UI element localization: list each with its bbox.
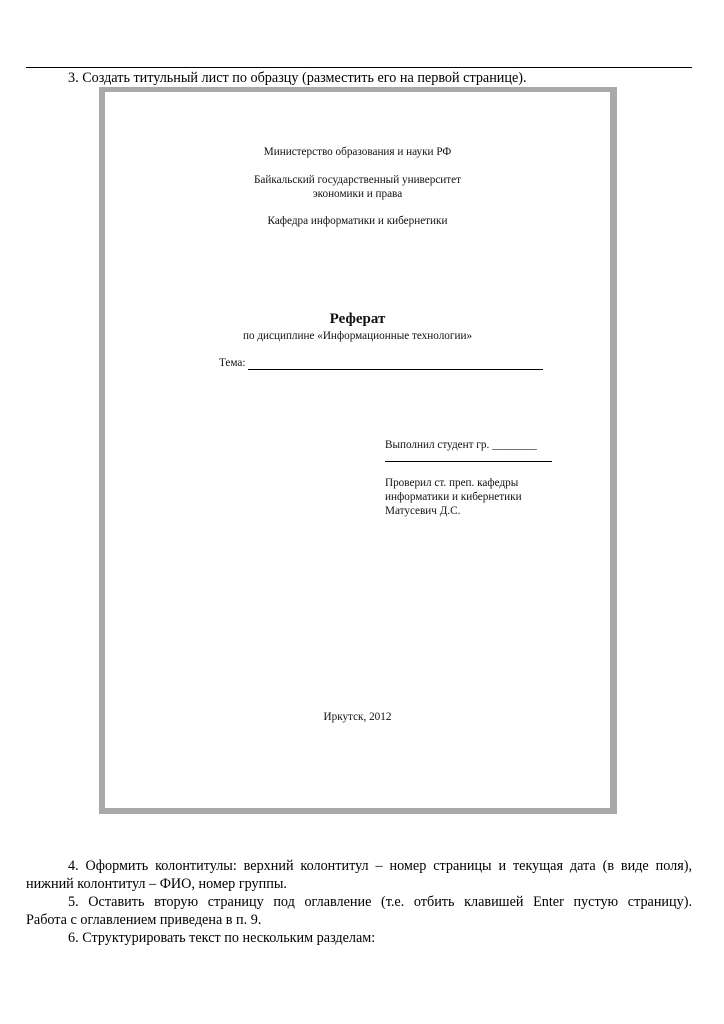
paragraph-item-5-line2: Работа с оглавлением приведена в п. 9. — [26, 912, 262, 928]
university-text-line1: Байкальский государственный университет — [253, 174, 462, 186]
university-text-line2: экономики и права — [312, 188, 403, 200]
student-text: Выполнил студент гр. ________ — [385, 439, 537, 451]
topic-underline — [248, 369, 543, 370]
paragraph-item-3: 3. Создать титульный лист по образцу (разместить его на первой странице). — [68, 70, 527, 86]
city-year-text: Иркутск, 2012 — [323, 711, 392, 723]
ministry-text: Министерство образования и науки РФ — [263, 146, 452, 158]
title-page-sheet — [105, 92, 610, 808]
department-text: Кафедра информатики и кибернетики — [267, 215, 448, 227]
paragraph-item-4-line1: 4. Оформить колонтитулы: верхний колонтитул – номер страницы и текущая дата (в виде поля), — [68, 858, 692, 874]
discipline-text: по дисциплине «Информационные технологии» — [242, 330, 473, 342]
title-page-image — [99, 87, 617, 814]
report-title: Реферат — [329, 311, 386, 327]
checker-line2: информатики и кибернетики — [385, 491, 522, 503]
checker-line3: Матусевич Д.С. — [385, 505, 461, 517]
topic-label: Тема: — [219, 357, 246, 369]
paragraph-item-5-line1: 5. Оставить вторую страницу под оглавление (т.е. отбить клавишей Enter пустую страницу). — [68, 894, 692, 910]
paragraph-item-6: 6. Структурировать текст по нескольким разделам: — [68, 930, 376, 946]
paragraph-item-4-line2: нижний колонтитул – ФИО, номер группы. — [26, 876, 287, 892]
header-rule — [26, 67, 692, 68]
student-underline — [385, 461, 552, 462]
checker-line1: Проверил ст. преп. кафедры — [385, 477, 519, 489]
